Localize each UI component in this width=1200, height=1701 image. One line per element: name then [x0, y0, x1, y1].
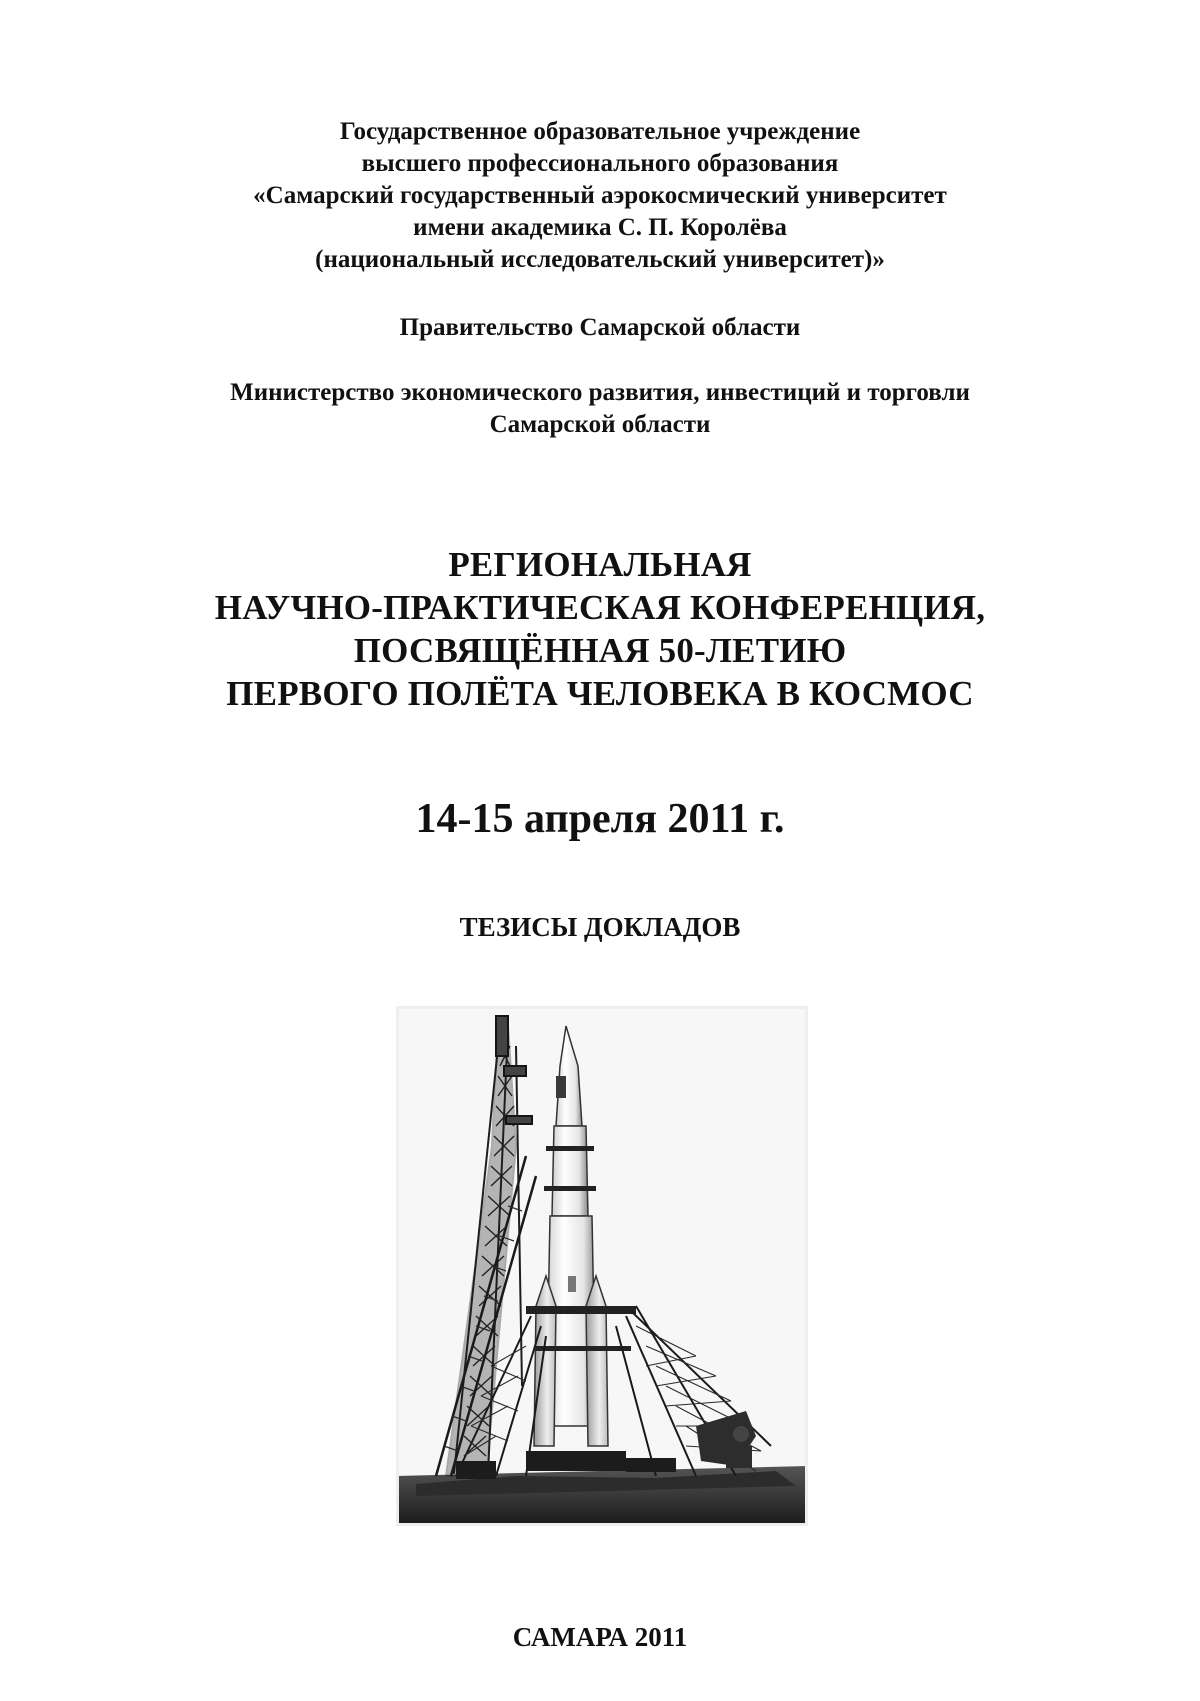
title-line-2: НАУЧНО-ПРАКТИЧЕСКАЯ КОНФЕРЕНЦИЯ,	[214, 588, 986, 627]
title-line-4: ПЕРВОГО ПОЛЁТА ЧЕЛОВЕКА В КОСМОС	[226, 674, 974, 713]
title-line-1: РЕГИОНАЛЬНАЯ	[448, 545, 752, 584]
rocket-photo	[396, 1006, 808, 1526]
ministry-block	[0, 377, 1200, 441]
government-line: Правительство Самарской области	[399, 314, 801, 341]
publication-place-year: САМАРА 2011	[512, 1622, 688, 1652]
header-line-2: высшего профессионального образования	[361, 150, 839, 177]
conference-title	[0, 543, 1200, 715]
header-line-3: «Самарский государственный аэрокосмический университет	[253, 182, 947, 209]
ministry-line-1: Министерство экономического развития, инвестиций и торговли	[230, 379, 970, 406]
header-line-4: имени академика С. П. Королёва	[413, 214, 787, 241]
institution-header	[0, 116, 1200, 276]
conference-dates: 14-15 апреля 2011 г.	[415, 796, 785, 842]
header-line-5: (национальный исследовательский университет)»	[315, 246, 885, 273]
title-line-3: ПОСВЯЩЁННАЯ 50-ЛЕТИЮ	[353, 631, 847, 670]
ministry-line-2: Самарской области	[489, 411, 711, 438]
rocket-on-launch-pad-icon	[396, 1006, 808, 1526]
header-line-1: Государственное образовательное учреждение	[339, 118, 861, 145]
document-subtitle: ТЕЗИСЫ ДОКЛАДОВ	[459, 912, 741, 942]
